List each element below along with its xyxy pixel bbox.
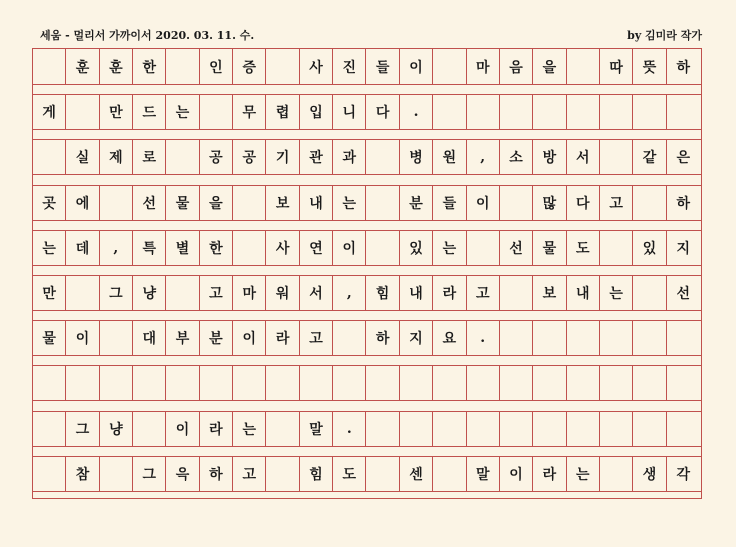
grid-row (33, 230, 701, 266)
grid-cell: 연 (300, 231, 333, 265)
grid-cell: 한 (200, 231, 233, 265)
grid-cell (667, 366, 700, 400)
grid-cell: 라 (433, 276, 466, 310)
grid-cell: 만 (100, 95, 133, 129)
grid-cell (633, 186, 666, 220)
grid-cell: 기 (266, 140, 299, 174)
grid-cell (433, 412, 466, 446)
grid-cell: 말 (467, 457, 500, 491)
grid-cell (166, 140, 199, 174)
grid-cell: 힘 (367, 276, 400, 310)
grid-cell: 요 (433, 321, 466, 355)
grid-cell: 내 (400, 276, 433, 310)
grid-cell (600, 321, 633, 355)
grid-cell: 하 (367, 321, 400, 355)
grid-cell: 는 (233, 412, 266, 446)
grid-cell: 분 (200, 321, 233, 355)
grid-cell: 제 (100, 140, 133, 174)
grid-cell (467, 95, 500, 129)
grid-cell: 같 (633, 140, 666, 174)
header (32, 27, 702, 45)
grid-cell: 관 (300, 140, 333, 174)
grid-cell (533, 412, 566, 446)
grid-cell (166, 366, 199, 400)
grid-cell: 데 (66, 231, 99, 265)
grid-cell: 하 (676, 195, 691, 212)
grid-cell (166, 49, 199, 84)
grid-cell (367, 231, 400, 265)
grid-cell (433, 366, 466, 400)
grid-cell: 이 (166, 412, 199, 446)
grid-cell (433, 457, 466, 491)
grid-cell (367, 412, 400, 446)
grid-cell: 사 (266, 231, 299, 265)
grid-cell: 증 (233, 49, 266, 84)
grid-cell (500, 95, 533, 129)
grid-cell: 지 (400, 321, 433, 355)
header-author: by 김미라 작가 (627, 29, 702, 42)
grid-cell (533, 366, 566, 400)
grid-cell: 있 (400, 231, 433, 265)
grid-cell (367, 457, 400, 491)
grid-cell (300, 366, 333, 400)
grid-cell (367, 140, 400, 174)
grid-cell (567, 95, 600, 129)
grid-cell: 냥 (133, 276, 166, 310)
grid-cell: 별 (166, 231, 199, 265)
grid-cell: 렵 (266, 95, 299, 129)
grid-cell: 선 (676, 286, 691, 302)
grid-cell: 하 (200, 457, 233, 491)
grid-cell (567, 366, 600, 400)
grid-cell (600, 95, 633, 129)
grid-cell (233, 366, 266, 400)
grid-cell: 마 (467, 49, 500, 84)
grid-cell (33, 457, 66, 491)
grid-cell (233, 231, 266, 265)
grid-cell: 사 (300, 49, 333, 84)
header-title: 세움 - 멀리서 가까이서 2020. 03. 11. 수. (40, 29, 255, 42)
grid-cell: 하 (676, 59, 691, 76)
grid-cell (33, 49, 66, 84)
grid-cell (533, 321, 566, 355)
grid-cell: 분 (400, 186, 433, 220)
grid-cell (33, 366, 66, 400)
grid-cell: . (467, 321, 500, 355)
grid-cell: 곳 (33, 186, 66, 220)
grid-cell: 고 (300, 321, 333, 355)
grid-cell (266, 366, 299, 400)
grid-cell: 게 (33, 95, 66, 129)
grid-cell: 을 (200, 186, 233, 220)
grid-cell: 보 (533, 276, 566, 310)
grid-cell (33, 140, 66, 174)
grid-cell: 다 (367, 95, 400, 129)
grid-row (33, 320, 701, 356)
grid-cell: 에 (66, 186, 99, 220)
grid-cell: 특 (133, 231, 166, 265)
grid-cell: 이 (500, 457, 533, 491)
grid-cell: 고 (600, 186, 633, 220)
grid-cell (100, 186, 133, 220)
grid-cell: 고 (233, 457, 266, 491)
grid-cell: 이 (233, 321, 266, 355)
grid-cell (500, 186, 533, 220)
grid-cell (166, 276, 199, 310)
grid-cell: 그 (133, 457, 166, 491)
grid-cell (367, 366, 400, 400)
grid-row (33, 411, 701, 447)
grid-cell: 한 (133, 49, 166, 84)
grid-cell (600, 140, 633, 174)
grid-cell (667, 321, 700, 355)
grid-cell: 병 (400, 140, 433, 174)
grid-cell: 도 (567, 231, 600, 265)
grid-cell: 말 (300, 412, 333, 446)
grid-cell: 서 (300, 276, 333, 310)
grid-cell: 많 (533, 186, 566, 220)
grid-cell: 원 (433, 140, 466, 174)
grid-cell: 지 (676, 240, 691, 257)
grid-cell (633, 276, 666, 310)
grid-cell: 드 (133, 95, 166, 129)
grid-cell (200, 366, 233, 400)
grid-cell (100, 457, 133, 491)
grid-cell: 이 (467, 186, 500, 220)
grid-cell: 서 (567, 140, 600, 174)
grid-cell: 입 (300, 95, 333, 129)
grid-cell (133, 366, 166, 400)
grid-cell: 물 (33, 321, 66, 355)
grid-cell: 라 (533, 457, 566, 491)
grid-cell (367, 186, 400, 220)
grid-cell: 는 (567, 457, 600, 491)
manuscript-grid (32, 48, 702, 499)
grid-cell (266, 412, 299, 446)
grid-cell: 과 (333, 140, 366, 174)
grid-cell: 훈 (66, 49, 99, 84)
grid-cell: 들 (433, 186, 466, 220)
grid-cell (600, 457, 633, 491)
grid-cell (400, 412, 433, 446)
grid-cell: 센 (400, 457, 433, 491)
grid-cell: 로 (133, 140, 166, 174)
grid-cell (333, 366, 366, 400)
grid-cell (600, 231, 633, 265)
grid-cell: 무 (233, 95, 266, 129)
grid-cell: 참 (66, 457, 99, 491)
grid-cell: 만 (33, 276, 66, 310)
grid-cell (33, 412, 66, 446)
grid-cell: 훈 (100, 49, 133, 84)
grid-cell (567, 321, 600, 355)
grid-cell: 니 (333, 95, 366, 129)
grid-cell (433, 95, 466, 129)
grid-cell (667, 412, 700, 446)
grid-cell: 라 (200, 412, 233, 446)
grid-cell: 인 (200, 49, 233, 84)
grid-cell (633, 366, 666, 400)
grid-cell: , (467, 140, 500, 174)
grid-cell: 그 (100, 276, 133, 310)
grid-cell: . (400, 95, 433, 129)
grid-cell: 는 (333, 186, 366, 220)
grid-cell (133, 412, 166, 446)
grid-cell (467, 412, 500, 446)
grid-cell: 공 (233, 140, 266, 174)
grid-cell (266, 49, 299, 84)
grid-row (33, 365, 701, 401)
grid-cell: 라 (266, 321, 299, 355)
grid-cell (633, 412, 666, 446)
grid-cell: 이 (400, 49, 433, 84)
grid-cell: 실 (66, 140, 99, 174)
grid-cell: 방 (533, 140, 566, 174)
grid-cell: 보 (266, 186, 299, 220)
grid-cell: 각 (676, 466, 691, 483)
grid-cell (633, 95, 666, 129)
grid-cell (500, 276, 533, 310)
grid-row (33, 275, 701, 311)
grid-cell: 대 (133, 321, 166, 355)
grid-cell: 부 (166, 321, 199, 355)
grid-cell (633, 321, 666, 355)
grid-cell: 생 (633, 457, 666, 491)
grid-cell: 힘 (300, 457, 333, 491)
grid-cell: 다 (567, 186, 600, 220)
grid-cell: 는 (600, 276, 633, 310)
grid-cell (266, 457, 299, 491)
grid-cell (233, 186, 266, 220)
grid-cell (100, 321, 133, 355)
grid-cell: 물 (533, 231, 566, 265)
grid-cell (66, 366, 99, 400)
grid-cell: 선 (500, 231, 533, 265)
grid-cell (66, 276, 99, 310)
grid-row (33, 456, 701, 492)
grid-cell: 물 (166, 186, 199, 220)
grid-cell (567, 412, 600, 446)
grid-cell: 음 (500, 49, 533, 84)
grid-cell: 는 (166, 95, 199, 129)
grid-cell: 냥 (100, 412, 133, 446)
grid-cell: 마 (233, 276, 266, 310)
grid-cell: 고 (200, 276, 233, 310)
grid-cell: 은 (676, 150, 691, 167)
grid-cell: 들 (367, 49, 400, 84)
grid-cell: 그 (66, 412, 99, 446)
grid-cell: 고 (467, 276, 500, 310)
grid-cell (600, 366, 633, 400)
grid-cell (500, 412, 533, 446)
grid-cell: 내 (300, 186, 333, 220)
grid-cell (467, 366, 500, 400)
grid-cell (333, 321, 366, 355)
grid-cell: 워 (266, 276, 299, 310)
grid-cell (667, 95, 700, 129)
grid-cell (533, 95, 566, 129)
grid-cell (467, 231, 500, 265)
grid-cell: 도 (333, 457, 366, 491)
grid-row (33, 139, 701, 175)
grid-row (33, 185, 701, 221)
grid-cell: 따 (600, 49, 633, 84)
grid-cell: 뜻 (633, 49, 666, 84)
grid-cell (500, 366, 533, 400)
grid-cell (100, 366, 133, 400)
grid-cell (66, 95, 99, 129)
grid-cell: , (100, 231, 133, 265)
grid-cell (567, 49, 600, 84)
grid-cell (400, 366, 433, 400)
grid-cell (433, 49, 466, 84)
grid-cell: 소 (500, 140, 533, 174)
grid-cell (600, 412, 633, 446)
grid-row (33, 94, 701, 130)
grid-cell: 내 (567, 276, 600, 310)
grid-cell: 는 (433, 231, 466, 265)
grid-cell: 선 (133, 186, 166, 220)
grid-cell: 윽 (166, 457, 199, 491)
grid-cell: , (333, 276, 366, 310)
grid-cell: 공 (200, 140, 233, 174)
grid-cell (200, 95, 233, 129)
grid-cell: 을 (533, 49, 566, 84)
grid-cell: 진 (333, 49, 366, 84)
grid-cell (500, 321, 533, 355)
grid-cell: . (333, 412, 366, 446)
grid-cell: 이 (333, 231, 366, 265)
grid-cell: 있 (633, 231, 666, 265)
grid-cell: 는 (33, 231, 66, 265)
grid-cell: 이 (66, 321, 99, 355)
grid-row (33, 49, 701, 85)
